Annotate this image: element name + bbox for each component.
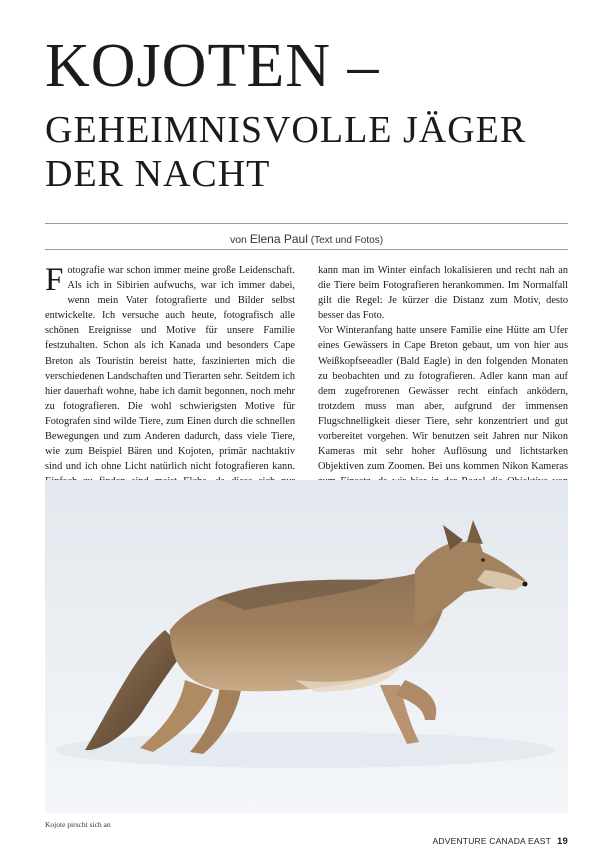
coyote-photo: [45, 480, 568, 813]
top-divider: [45, 223, 568, 224]
drop-cap: F: [45, 262, 64, 298]
byline-prefix: von: [229, 234, 247, 246]
title-line-1: KOJOTEN –: [45, 32, 380, 100]
author-name: Elena Paul: [249, 232, 308, 246]
article-column-right: [318, 263, 568, 505]
left-column-text: otografie war schon immer meine große Leidenschaft. Als ich in Sibirien aufwuchs, war ich immer dabei, wenn mein Vater fotografierte und Bilder selbst entwickelte. Ich versuche auch heute, fotografisch alle schönen Ereignisse und Motive für unsere Familie festzuhalten. Schon als ich Kanada und besonders Cape Breton als Touristin bereist hatte, faszinierten mich die verschiedenen Landschaften und Tierarten sehr. Seitdem ich hier dauerhaft wohne, habe ich damit begonnen, noch mehr zu fotografieren. Die wohl schwierigsten Motive für Fotografen sind wilde Tiere, zum Einen durch die schnellen Bewegungen und zum Anderen dadurch, dass viele Tiere, wie zum Beispiel Bären und Kojoten, primär nachtaktiv sind und ich ohne Licht natürlich nicht fotografieren kann.: [45, 265, 295, 473]
article-title: [45, 32, 585, 195]
right-paragraph-2: Vor Winteranfang hatte unsere Familie eine Hütte am Ufer eines Gewässers in Cape Breton gebaut, um von hier aus Weißkopfseeadler (Bald Eagle) in den folgenden Monaten zu beobachten und zu fotografieren. Adler kann man auf dem zugefrorenen Gewässer recht einfach anködern, trotzdem muss man aber, aufgrund der immensen Flugschnelligkeit dieser Tiere, sehr konzentriert und gut vorbereitet vorgehen. Wir benutzen seit Jahren nur Nikon Kameras mit sehr hoher Auflösung und lichtstarken Objektiven zum Zoomen. Bei uns kommen Nikon Kameras: [318, 325, 568, 473]
title-line-3: DER NACHT: [45, 153, 271, 195]
bottom-divider: [45, 249, 568, 250]
photo-caption: Kojote pirscht sich an: [45, 820, 111, 829]
page-footer: [433, 836, 568, 847]
page-number: 19: [557, 836, 568, 847]
magazine-name: ADVENTURE CANADA EAST: [432, 836, 552, 846]
right-paragraph-1: kann man im Winter einfach lokalisieren und recht nah an die Tiere beim Fotografieren herankommen. Im Normalfall gilt die Regel: Je kürzer die Distanz zum Motiv, desto besser das Foto.: [318, 265, 568, 322]
byline: [45, 232, 568, 246]
title-line-2: GEHEIMNISVOLLE JÄGER: [45, 109, 527, 151]
coyote-illustration: [45, 480, 568, 813]
byline-note: (Text und Fotos): [310, 235, 384, 246]
